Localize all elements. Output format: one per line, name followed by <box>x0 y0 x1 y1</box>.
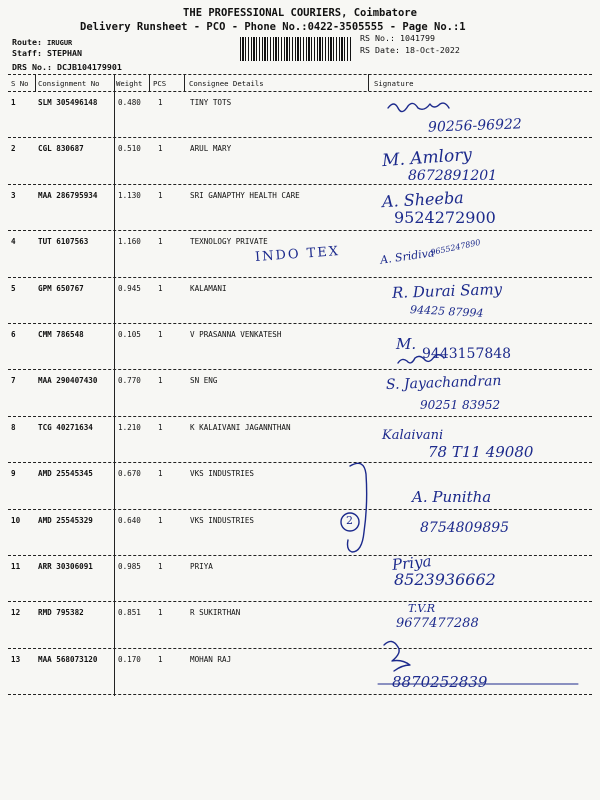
row-weight: 0.670 <box>118 469 141 479</box>
handwritten-phone-2: 8672891201 <box>408 168 498 184</box>
row-pcs: 1 <box>158 422 163 432</box>
row-consignee: ARUL MARY <box>190 144 232 154</box>
col-header-consignee: Consignee Details <box>189 79 264 88</box>
handwritten-name-6: M. <box>396 335 417 353</box>
row-consignment-no: CGL 830687 <box>38 144 84 154</box>
col-header-consignment: Consignment No <box>38 79 100 88</box>
row-consignee: R SUKIRTHAN <box>190 608 241 618</box>
row-consignee: SRI GANAPTHY HEALTH CARE <box>190 190 300 200</box>
bracket-mark <box>348 463 367 552</box>
handwritten-name-3: A. Sheeba <box>381 187 465 212</box>
signature-scribble-1 <box>388 103 449 111</box>
row-pcs: 1 <box>158 608 163 618</box>
rs-no-value: 1041799 <box>399 33 435 43</box>
row-pcs: 1 <box>158 469 163 479</box>
row-sno: 11 <box>11 562 21 571</box>
row-consignment-no: MAA 568073120 <box>38 654 98 664</box>
handwritten-name-4: A. Sridiva <box>379 246 436 267</box>
staff-value: STEPHAN <box>46 48 82 58</box>
row-consignment-no: MAA 290407430 <box>38 376 98 386</box>
row-sno: 8 <box>11 422 16 432</box>
row-consignment-no: TUT 6107563 <box>38 237 89 247</box>
row-weight: 0.851 <box>118 608 141 618</box>
row-weight: 1.160 <box>118 237 141 247</box>
row-consignee: PRIYA <box>190 562 213 571</box>
row-sno: 3 <box>11 190 16 200</box>
row-pcs: 1 <box>158 283 163 293</box>
row-sno: 10 <box>11 515 21 525</box>
row-weight: 0.770 <box>118 376 141 386</box>
handwritten-phone-8: 78 T11 49080 <box>428 443 534 461</box>
row-consignment-no: SLM 305496148 <box>38 98 98 107</box>
row-sno: 7 <box>11 376 16 386</box>
staff-label: Staff: <box>12 48 42 58</box>
handwritten-phone-10: 8754809895 <box>420 520 510 536</box>
row-pcs: 1 <box>158 330 163 339</box>
col-header-weight: Weight <box>116 79 143 88</box>
row-sno: 9 <box>11 469 16 479</box>
row-consignment-no: AMD 25545345 <box>38 469 93 479</box>
row-sno: 13 <box>11 654 21 664</box>
row-sno: 4 <box>11 237 16 247</box>
row-consignment-no: MAA 286795934 <box>38 190 98 200</box>
handwritten-name-11: Priya <box>391 551 433 575</box>
handwritten-phone-1: 90256-96922 <box>427 116 523 136</box>
row-consignment-no: CMM 786548 <box>38 330 84 339</box>
row-consignee: TINY TOTS <box>190 98 232 107</box>
circled-count-number: 2 <box>346 514 353 527</box>
route-value: IRUGUR <box>46 39 73 47</box>
row-pcs: 1 <box>158 237 163 247</box>
handwritten-phone-13: 8870252839 <box>392 673 488 691</box>
rs-date-label: RS Date: <box>360 45 400 55</box>
handwritten-phone-6: 9443157848 <box>422 346 512 362</box>
row-pcs: 1 <box>158 654 163 664</box>
row-weight: 0.105 <box>118 330 141 339</box>
row-pcs: 1 <box>158 515 163 525</box>
row-sno: 6 <box>11 330 16 339</box>
handwritten-name-12: T.V.R <box>408 602 436 615</box>
row-consignee: V PRASANNA VENKATESH <box>190 330 282 339</box>
handwritten-phone-4: 9655247890 <box>429 237 482 258</box>
handwritten-name-8: Kalaivani <box>382 428 444 443</box>
row-sno: 12 <box>11 608 21 618</box>
rs-no-label: RS No.: <box>360 33 395 43</box>
handwritten-name-7: S. Jayachandran <box>385 372 502 394</box>
col-header-signature: Signature <box>374 79 414 88</box>
row-weight: 0.170 <box>118 654 141 664</box>
row-consignment-no: AMD 25545329 <box>38 515 93 525</box>
row-consignee: TEXNOLOGY PRIVATE <box>190 237 268 247</box>
row-sno: 1 <box>11 98 16 107</box>
col-header-sno: S No <box>11 79 29 88</box>
row-consignment-no: ARR 30306091 <box>38 562 93 571</box>
row-consignment-no: GPM 650767 <box>38 283 84 293</box>
drs-value: DCJB104179901 <box>56 62 122 72</box>
handwritten-name-2: M. Amlory <box>381 144 473 172</box>
handwritten-phone-7: 90251 83952 <box>420 398 501 412</box>
handwritten-phone-11: 8523936662 <box>394 570 496 589</box>
signature-scribble-13 <box>384 641 410 671</box>
row-pcs: 1 <box>158 376 163 386</box>
handwritten-phone-5: 94425 87994 <box>409 303 484 320</box>
row-weight: 0.945 <box>118 283 141 293</box>
row-weight: 0.985 <box>118 562 141 571</box>
company-title: THE PROFESSIONAL COURIERS, Coimbatore <box>183 7 417 19</box>
handwritten-indo-tex: INDO TEX <box>254 244 341 265</box>
row-sno: 5 <box>11 283 16 293</box>
handwritten-phone-12: 9677477288 <box>396 616 479 631</box>
row-consignee: VKS INDUSTRIES <box>190 515 255 525</box>
row-pcs: 1 <box>158 190 163 200</box>
row-weight: 1.130 <box>118 190 141 200</box>
row-pcs: 1 <box>158 98 163 107</box>
row-consignee: K KALAIVANI JAGANNTHAN <box>190 422 291 432</box>
runsheet-subtitle: Delivery Runsheet - PCO - Phone No.:0422-3505555 - Page No.:1 <box>80 21 466 33</box>
row-weight: 0.510 <box>118 144 141 154</box>
col-header-pcs: PCS <box>153 79 167 88</box>
row-consignment-no: RMD 795382 <box>38 608 84 618</box>
row-pcs: 1 <box>158 562 163 571</box>
row-weight: 0.640 <box>118 515 141 525</box>
row-consignee: VKS INDUSTRIES <box>190 469 255 479</box>
row-consignee: KALAMANI <box>190 283 227 293</box>
row-consignee: MOHAN RAJ <box>190 654 232 664</box>
route-label: Route: <box>12 37 42 47</box>
row-sno: 2 <box>11 144 16 154</box>
row-weight: 0.480 <box>118 98 141 107</box>
handwritten-name-5: R. Durai Samy <box>391 280 503 302</box>
row-consignment-no: TCG 40271634 <box>38 422 93 432</box>
handwritten-phone-3: 9524272900 <box>394 208 496 227</box>
row-consignee: SN ENG <box>190 376 218 386</box>
rs-date-value: 18-Oct-2022 <box>404 45 460 55</box>
row-pcs: 1 <box>158 144 163 154</box>
handwritten-name-10: A. Punitha <box>412 488 492 506</box>
drs-label: DRS No.: <box>12 62 52 72</box>
row-weight: 1.210 <box>118 422 141 432</box>
